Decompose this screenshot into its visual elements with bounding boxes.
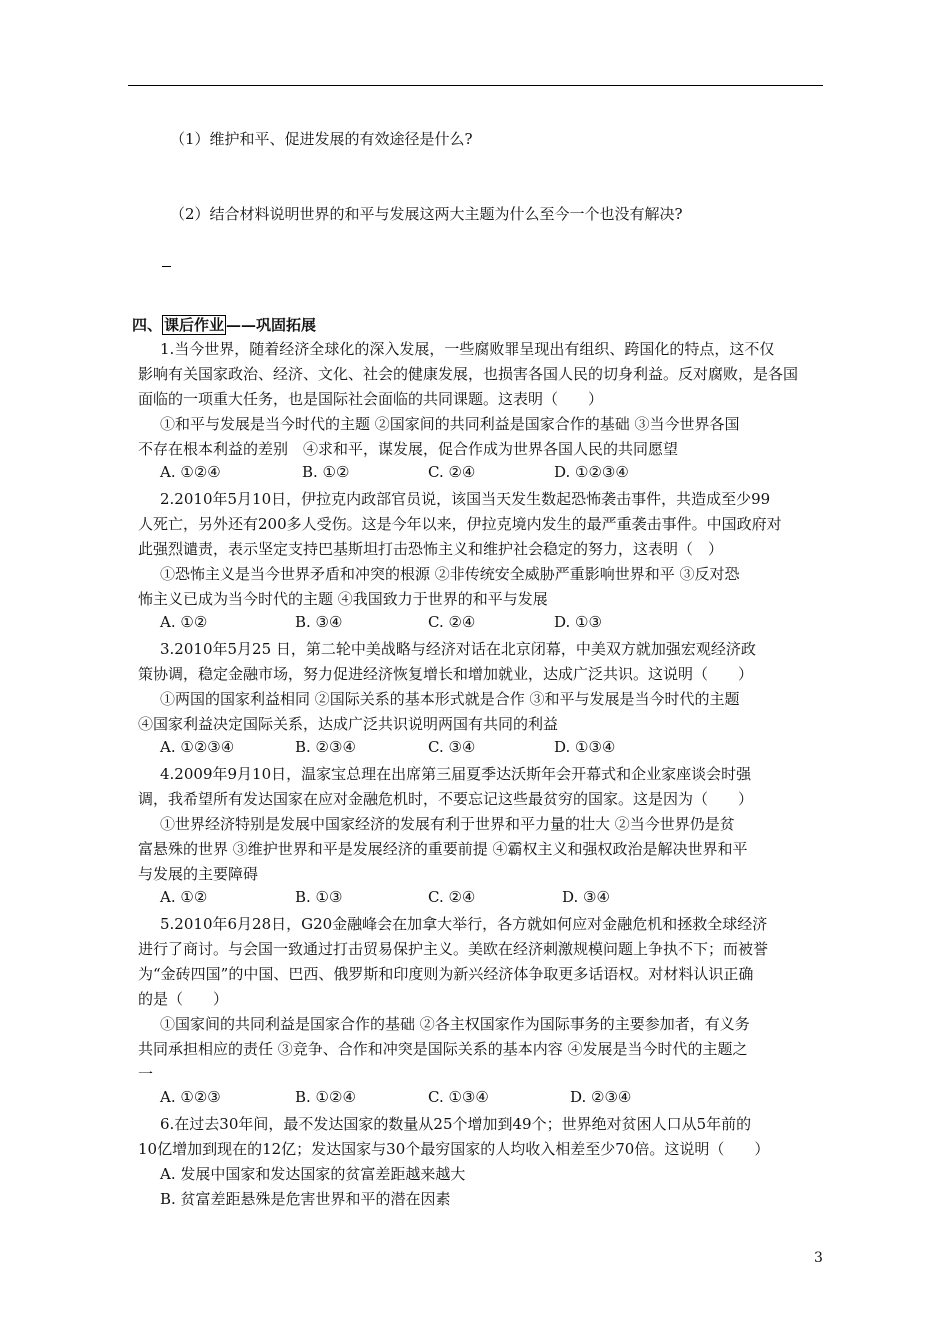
q4-statement-2: 富悬殊的世界 ③维护世界和平是发展经济的重要前提 ④霸权主义和强权政治是解决世界和平 — [138, 840, 748, 858]
answer-dash — [162, 266, 171, 267]
q3-line-1: 3.2010年5月25 日，第二轮中美战略与经济对话在北京闭幕，中美双方就加强宏观经济政 — [160, 640, 756, 658]
q4-line-1: 4.2009年9月10日，温家宝总理在出席第三届夏季达沃斯年会开幕式和企业家座谈会时强 — [160, 765, 752, 783]
q4-line-2: 调，我希望所有发达国家在应对金融危机时，不要忘记这些最贫穷的国家。这是因为（ ） — [138, 790, 754, 808]
q2-line-1: 2.2010年5月10日，伊拉克内政部官员说，该国当天发生数起恐怖袭击事件，共造成至少99 — [160, 490, 771, 508]
q1-statement-1: ①和平与发展是当今时代的主题 ②国家间的共同利益是国家合作的基础 ③当今世界各国 — [160, 415, 740, 433]
q2-option-b: B. ③④ — [295, 613, 343, 631]
header-rule — [128, 85, 823, 86]
section-heading — [132, 314, 316, 335]
q1-line-2: 影响有关国家政治、经济、文化、社会的健康发展，也损害各国人民的切身利益。反对腐败，是各国 — [138, 365, 799, 383]
q2-line-3: 此强烈谴责，表示坚定支持巴基斯坦打击恐怖主义和维护社会稳定的努力，这表明（ ） — [138, 540, 724, 558]
q4-option-d: D. ③④ — [562, 888, 610, 906]
q1-line-3: 面临的一项重大任务，也是国际社会面临的共同课题。这表明（ ） — [138, 390, 604, 408]
section-prefix: 四、 — [132, 316, 163, 334]
q5-statement-1: ①国家间的共同利益是国家合作的基础 ②各主权国家作为国际事务的主要参加者，有义务 — [160, 1015, 750, 1033]
q3-statement-2: ④国家利益决定国际关系，达成广泛共识说明两国有共同的利益 — [138, 715, 559, 733]
q5-line-3: 为“金砖四国”的中国、巴西、俄罗斯和印度则为新兴经济体争取更多话语权。对材料认识正确 — [138, 965, 754, 983]
q2-statement-2: 怖主义已成为当今时代的主题 ④我国致力于世界的和平与发展 — [138, 590, 548, 608]
q5-option-a: A. ①②③ — [160, 1088, 221, 1106]
q2-option-c: C. ②④ — [428, 613, 476, 631]
q6-line-2: 10亿增加到现在的12亿；发达国家与30个最穷国家的人均收入相差至少70倍。这说明（ ） — [138, 1140, 770, 1158]
q4-option-b: B. ①③ — [295, 888, 343, 906]
q3-option-a: A. ①②③④ — [160, 738, 235, 756]
q5-option-d: D. ②③④ — [570, 1088, 632, 1106]
q1-option-c: C. ②④ — [428, 463, 476, 481]
q2-statement-1: ①恐怖主义是当今世界矛盾和冲突的根源 ②非传统安全威胁严重影响世界和平 ③反对恐 — [160, 565, 740, 583]
q4-statement-3: 与发展的主要障碍 — [138, 865, 259, 883]
section-boxed-label: 课后作业 — [164, 316, 225, 334]
q3-option-c: C. ③④ — [428, 738, 476, 756]
q1-option-b: B. ①② — [302, 463, 350, 481]
page-number: 3 — [814, 1250, 823, 1266]
q5-option-c: C. ①③④ — [428, 1088, 489, 1106]
q1-line-1: 1.当今世界，随着经济全球化的深入发展，一些腐败罪呈现出有组织、跨国化的特点，这不仅 — [160, 340, 775, 358]
q3-line-2: 策协调，稳定金融市场，努力促进经济恢复增长和增加就业，达成广泛共识。这说明（ ） — [138, 665, 754, 683]
q5-line-1: 5.2010年6月28日，G20金融峰会在加拿大举行，各方就如何应对金融危机和拯救全球经济 — [160, 915, 768, 933]
q5-line-2: 进行了商讨。与会国一致通过打击贸易保护主义。美欧在经济刺激规模问题上争执不下；而被誉 — [138, 940, 769, 958]
q2-option-a: A. ①② — [160, 613, 208, 631]
q4-option-c: C. ②④ — [428, 888, 476, 906]
q1-option-a: A. ①②④ — [160, 463, 221, 481]
q5-statement-3: 一 — [138, 1065, 154, 1083]
sub-question-2: （2）结合材料说明世界的和平与发展这两大主题为什么至今一个也没有解决? — [170, 205, 683, 223]
q6-line-1: 6.在过去30年间，最不发达国家的数量从25个增加到49个；世界绝对贫困人口从5年前的 — [160, 1115, 752, 1133]
q1-option-d: D. ①②③④ — [554, 463, 629, 481]
q6-option-b: B. 贫富差距悬殊是危害世界和平的潜在因素 — [160, 1190, 451, 1208]
q3-option-b: B. ②③④ — [295, 738, 356, 756]
section-suffix: ——巩固拓展 — [226, 316, 317, 334]
q3-option-d: D. ①③④ — [554, 738, 616, 756]
q6-option-a: A. 发展中国家和发达国家的贫富差距越来越大 — [160, 1165, 466, 1183]
q2-line-2: 人死亡，另外还有200多人受伤。这是今年以来，伊拉克境内发生的最严重袭击事件。中国政府对 — [138, 515, 782, 533]
sub-question-1: （1）维护和平、促进发展的有效途径是什么? — [170, 130, 473, 148]
q3-statement-1: ①两国的国家利益相同 ②国际关系的基本形式就是合作 ③和平与发展是当今时代的主题 — [160, 690, 740, 708]
q4-option-a: A. ①② — [160, 888, 208, 906]
q5-option-b: B. ①②④ — [295, 1088, 356, 1106]
q5-line-4: 的是（ ） — [138, 990, 229, 1008]
q5-statement-2: 共同承担相应的责任 ③竞争、合作和冲突是国际关系的基本内容 ④发展是当今时代的主题之 — [138, 1040, 748, 1058]
q2-option-d: D. ①③ — [554, 613, 602, 631]
q1-statement-2: 不存在根本利益的差别 ④求和平，谋发展，促合作成为世界各国人民的共同愿望 — [138, 440, 679, 458]
q4-statement-1: ①世界经济特别是发展中国家经济的发展有利于世界和平力量的壮大 ②当今世界仍是贫 — [160, 815, 735, 833]
